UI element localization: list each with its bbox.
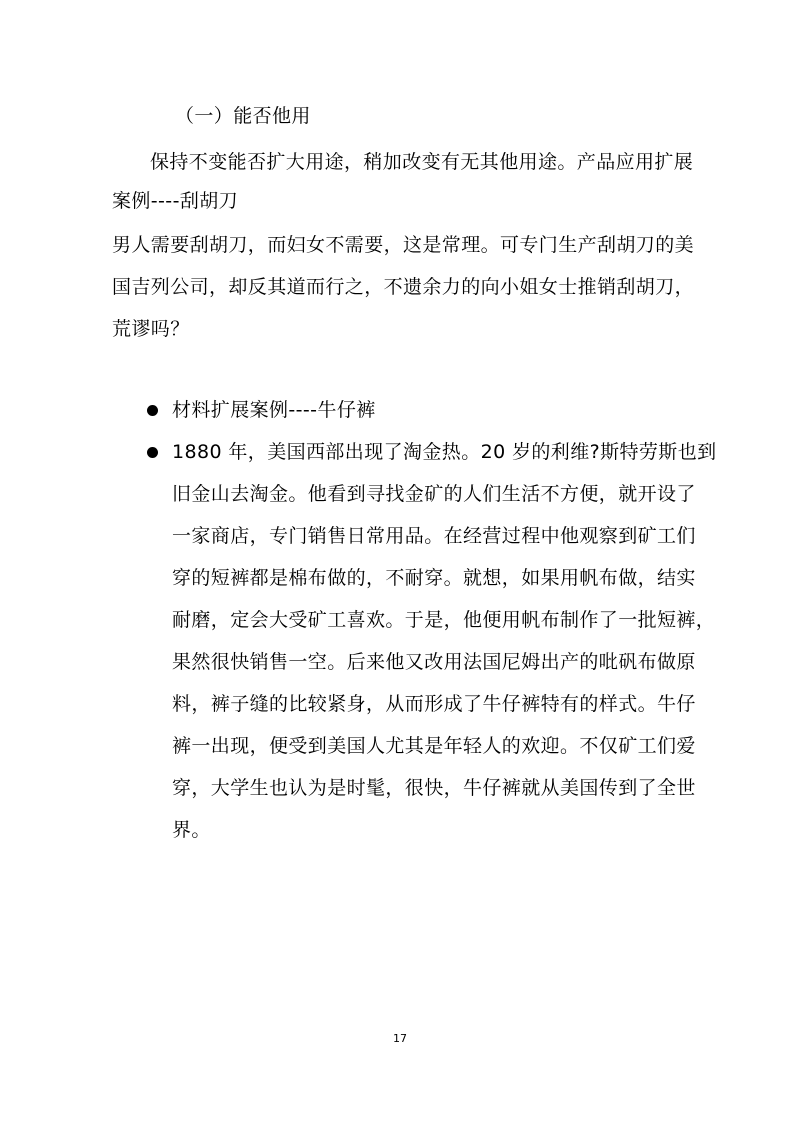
bullet-line: 旧金山去淘金。他看到寻找金矿的人们生活不方便，就开设了: [172, 483, 696, 505]
bullet-line: 材料扩展案例----牛仔裤: [172, 399, 376, 421]
intro-paragraph-line: 保持不变能否扩大用途，稍加改变有无其他用途。产品应用扩展: [150, 151, 694, 173]
page-number: 17: [393, 1032, 407, 1045]
bullet-line: 穿，大学生也认为是时髦，很快，牛仔裤就从美国传到了全世: [172, 777, 696, 799]
bullet-dot-icon: [147, 447, 158, 458]
bullet-line: 穿的短裤都是棉布做的，不耐穿。就想，如果用帆布做，结实: [172, 567, 696, 589]
bullet-line: 果然很快销售一空。后来他又改用法国尼姆出产的吡矾布做原: [172, 651, 696, 673]
section-heading: （一）能否他用: [175, 105, 311, 127]
bullet-line: 界。: [172, 819, 211, 841]
razor-paragraph-line: 男人需要刮胡刀，而妇女不需要，这是常理。可专门生产刮胡刀的美: [112, 234, 695, 256]
bullet-line: 一家商店，专门销售日常用品。在经营过程中他观察到矿工们: [172, 525, 696, 547]
razor-paragraph-line: 荒谬吗？: [112, 318, 190, 340]
intro-paragraph-line: 案例----刮胡刀: [112, 190, 239, 212]
bullet-dot-icon: [147, 405, 158, 416]
bullet-line: 1880 年，美国西部出现了淘金热。20 岁的利维?斯特劳斯也到: [172, 441, 717, 463]
razor-paragraph-line: 国吉列公司，却反其道而行之，不遗余力的向小姐女士推销刮胡刀，: [112, 276, 695, 298]
bullet-line: 耐磨，定会大受矿工喜欢。于是，他便用帆布制作了一批短裤，: [172, 609, 716, 631]
bullet-line: 料，裤子缝的比较紧身，从而形成了牛仔裤特有的样式。牛仔: [172, 693, 696, 715]
bullet-line: 裤一出现，便受到美国人尤其是年轻人的欢迎。不仅矿工们爱: [172, 735, 696, 757]
